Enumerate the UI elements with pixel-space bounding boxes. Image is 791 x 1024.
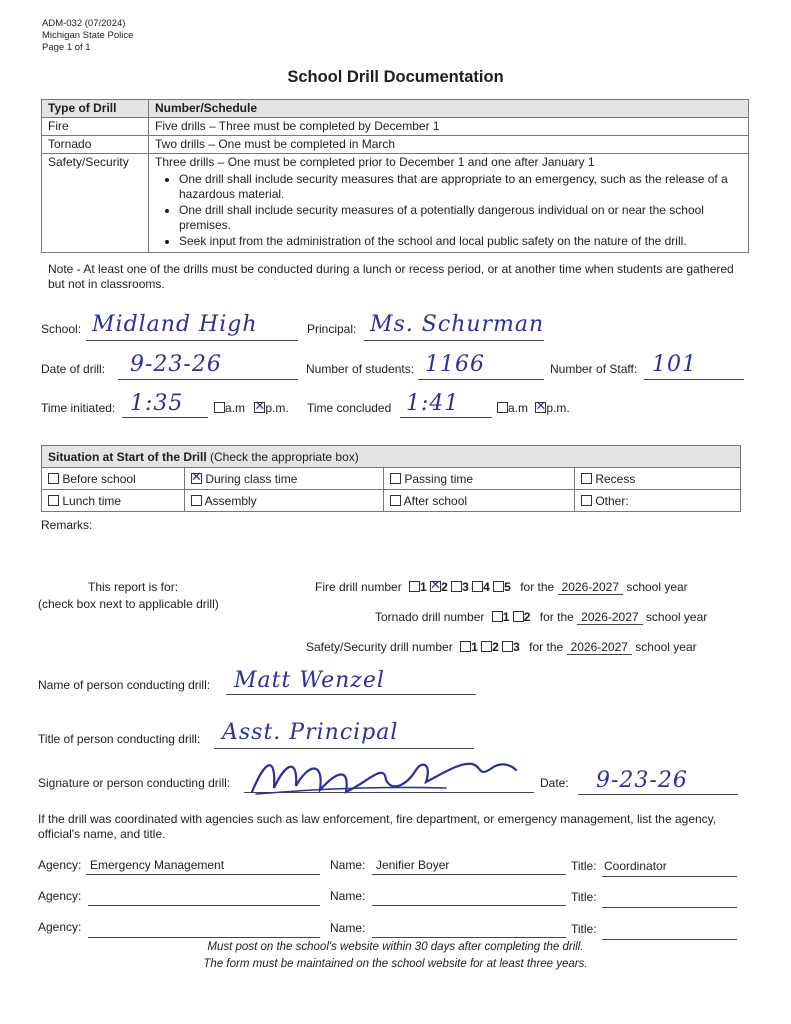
students-label: Number of students: [306, 362, 415, 376]
option-label: Recess [595, 471, 636, 486]
safety-3-checkbox[interactable] [502, 641, 513, 652]
list-item: • One drill shall include security measures of a potentially dangerous individual on or near the school premises. [179, 203, 742, 232]
table-row [42, 468, 741, 490]
safety-year-field[interactable]: 2026-2027 [567, 640, 632, 655]
for-the-label: for the [520, 580, 555, 594]
name-line [372, 937, 566, 938]
students-field[interactable]: 1166 [425, 352, 485, 377]
safety-1-checkbox[interactable] [460, 641, 471, 652]
form-header [42, 18, 133, 54]
name-label: Name: [330, 889, 366, 903]
option-before-school[interactable] [42, 468, 185, 490]
title-field[interactable]: Coordinator [604, 859, 667, 873]
for-the-label: for the [539, 610, 574, 624]
pm-checkbox[interactable] [254, 402, 265, 413]
school-label: School: [41, 322, 82, 336]
drill-schedule-table [41, 99, 749, 253]
name-field[interactable]: Jenifier Boyer [376, 858, 450, 872]
agency-label: Agency: [38, 889, 82, 903]
footer-line-1: Must post on the school's website within 30 days after completing the drill. [207, 941, 584, 953]
staff-field[interactable]: 101 [652, 352, 697, 377]
principal-label: Principal: [307, 322, 357, 336]
school-line [86, 340, 298, 341]
name-line [372, 874, 566, 875]
school-year-label: school year [645, 610, 708, 624]
time-initiated-ampm [214, 401, 289, 415]
signature-date-field[interactable]: 9-23-26 [596, 768, 688, 793]
name-line [372, 905, 566, 906]
date-of-drill-field[interactable]: 9-23-26 [130, 352, 222, 377]
pm-label: p.m. [546, 401, 570, 415]
name-label: Name: [330, 921, 366, 935]
option-label: Assembly [204, 493, 257, 508]
school-field[interactable]: Midland High [92, 312, 258, 337]
agency-label: Agency: [38, 858, 82, 872]
time-initiated-label: Time initiated: [41, 401, 116, 415]
tornado-drill-row [375, 610, 707, 625]
option-label: Passing time [404, 471, 474, 486]
title-label: Title: [571, 890, 597, 904]
option-lunch-time[interactable] [42, 490, 185, 512]
checkbox[interactable] [48, 473, 59, 484]
fire-1-label: 1 [420, 580, 427, 594]
drill-type: Safety/Security [42, 154, 149, 253]
fire-2-checkbox[interactable] [430, 581, 441, 592]
page-number: Page 1 of 1 [42, 42, 91, 53]
page-title: School Drill Documentation [287, 68, 504, 86]
remarks-label: Remarks: [41, 518, 93, 532]
title-line [602, 907, 737, 908]
time-concluded-line [400, 417, 492, 418]
fire-3-label: 3 [462, 580, 469, 594]
option-after-school[interactable] [384, 490, 575, 512]
pm-label: p.m. [265, 401, 289, 415]
tornado-1-label: 1 [502, 610, 510, 624]
agency-line [88, 905, 320, 906]
tornado-year-field[interactable]: 2026-2027 [577, 610, 642, 625]
drill-type: Fire [42, 118, 149, 136]
conductor-title-label: Title of person conducting drill: [38, 732, 201, 746]
title-label: Title: [571, 859, 597, 873]
fire-3-checkbox[interactable] [451, 581, 462, 592]
fire-4-label: 4 [483, 580, 490, 594]
safety-2-label: 2 [492, 640, 499, 654]
checkbox[interactable] [191, 473, 202, 484]
table-row [42, 490, 741, 512]
safety-3-label: 3 [513, 640, 520, 654]
principal-line [364, 340, 544, 341]
coordination-note: If the drill was coordinated with agencies such as law enforcement, fire department, or emergency management, list the agency, official's name, and title. [38, 812, 717, 841]
students-line [418, 379, 544, 380]
lunch-recess-note: Note - At least one of the drills must be conducted during a lunch or recess period, or at another time when students are gathered but not in classrooms. [48, 262, 734, 291]
checkbox[interactable] [581, 495, 592, 506]
signature-date-line [578, 794, 738, 795]
time-concluded-label: Time concluded [307, 401, 392, 415]
school-year-label: school year [635, 640, 697, 654]
agency-field[interactable]: Emergency Management [90, 858, 225, 872]
fire-1-checkbox[interactable] [409, 581, 420, 592]
time-initiated-line [122, 417, 208, 418]
conductor-name-field[interactable]: Matt Wenzel [234, 668, 385, 693]
name-label: Name: [330, 858, 366, 872]
option-label: Other: [595, 493, 629, 508]
option-label: Before school [62, 471, 136, 486]
time-concluded-ampm [497, 401, 570, 415]
safety-drill-label: Safety/Security drill number [306, 640, 453, 654]
requirements-list [155, 172, 742, 249]
issuing-agency: Michigan State Police [42, 30, 134, 41]
report-check-label: (check box next to applicable drill) [38, 597, 219, 611]
title-label: Title: [571, 922, 597, 936]
form-id: ADM-032 (07/2024) [42, 18, 126, 29]
fire-drill-row [315, 580, 688, 595]
fire-year-field[interactable]: 2026-2027 [558, 580, 623, 595]
checkbox[interactable] [390, 495, 401, 506]
option-other[interactable] [575, 490, 741, 512]
situation-instruction: (Check the appropriate box) [210, 449, 359, 464]
date-of-drill-label: Date of drill: [41, 362, 106, 376]
col-schedule-header: Number/Schedule [149, 100, 749, 118]
title-line [602, 876, 737, 877]
col-type-header: Type of Drill [42, 100, 149, 118]
tornado-drill-label: Tornado drill number [375, 610, 485, 624]
signature-date-label: Date: [540, 776, 569, 790]
am-label: a.m [225, 401, 246, 415]
table-row [42, 136, 749, 154]
am-checkbox[interactable] [497, 402, 508, 413]
conductor-title-field[interactable]: Asst. Principal [222, 720, 399, 745]
signature-scribble-icon[interactable] [246, 752, 526, 800]
pm-checkbox[interactable] [535, 402, 546, 413]
agency-line [88, 937, 320, 938]
conductor-name-label: Name of person conducting drill: [38, 678, 211, 692]
option-during-class[interactable] [185, 468, 384, 490]
fire-5-checkbox[interactable] [493, 581, 504, 592]
situation-title: Situation at Start of the Drill [48, 449, 207, 464]
situation-table [41, 445, 741, 512]
option-assembly[interactable] [185, 490, 384, 512]
drill-type: Tornado [42, 136, 149, 154]
report-for-label: This report is for: [88, 580, 179, 594]
conductor-title-line [214, 748, 474, 749]
am-label: a.m [508, 401, 529, 415]
time-concluded-field[interactable]: 1:41 [406, 391, 460, 416]
conductor-name-line [226, 694, 476, 695]
date-line [118, 379, 298, 380]
checkbox[interactable] [581, 473, 592, 484]
time-initiated-field[interactable]: 1:35 [130, 391, 184, 416]
safety-2-checkbox[interactable] [481, 641, 492, 652]
option-label: After school [403, 493, 468, 508]
fire-drill-label: Fire drill number [315, 580, 402, 594]
option-passing-time[interactable] [384, 468, 575, 490]
option-label: Lunch time [62, 493, 122, 508]
checkbox[interactable] [390, 473, 401, 484]
safety-drill-row [306, 640, 697, 655]
safety-1-label: 1 [471, 640, 478, 654]
fire-4-checkbox[interactable] [472, 581, 483, 592]
checkbox[interactable] [48, 495, 59, 506]
drill-schedule: Five drills – Three must be completed by December 1 [149, 118, 749, 136]
drill-schedule-cell [149, 154, 749, 253]
option-label: During class time [205, 471, 298, 486]
footer-line-2: The form must be maintained on the school website for at least three years. [203, 958, 588, 970]
am-checkbox[interactable] [214, 402, 225, 413]
agency-label: Agency: [38, 920, 82, 934]
situation-header [42, 446, 741, 468]
for-the-label: for the [529, 640, 564, 654]
staff-line [644, 379, 744, 380]
tornado-2-label: 2 [523, 610, 531, 624]
drill-schedule: Two drills – One must be completed in March [149, 136, 749, 154]
list-item: • One drill shall include security measures that are appropriate to an emergency, such as the release of a hazardous material. [179, 172, 742, 201]
fire-2-label: 2 [441, 580, 448, 594]
fire-5-label: 5 [504, 580, 511, 594]
school-year-label: school year [626, 580, 688, 594]
list-item: • Seek input from the administration of the school and local public safety on the nature of the drill. [179, 234, 742, 249]
table-row [42, 118, 749, 136]
tornado-2-checkbox[interactable] [513, 611, 524, 622]
tornado-1-checkbox[interactable] [492, 611, 503, 622]
principal-field[interactable]: Ms. Schurman [370, 312, 545, 337]
staff-label: Number of Staff: [550, 362, 638, 376]
checkbox[interactable] [191, 495, 202, 506]
table-row [42, 154, 749, 253]
drill-schedule: Three drills – One must be completed prior to December 1 and one after January 1 [155, 155, 595, 169]
option-recess[interactable] [575, 468, 741, 490]
signature-label: Signature or person conducting drill: [38, 776, 231, 790]
agency-line [86, 874, 320, 875]
